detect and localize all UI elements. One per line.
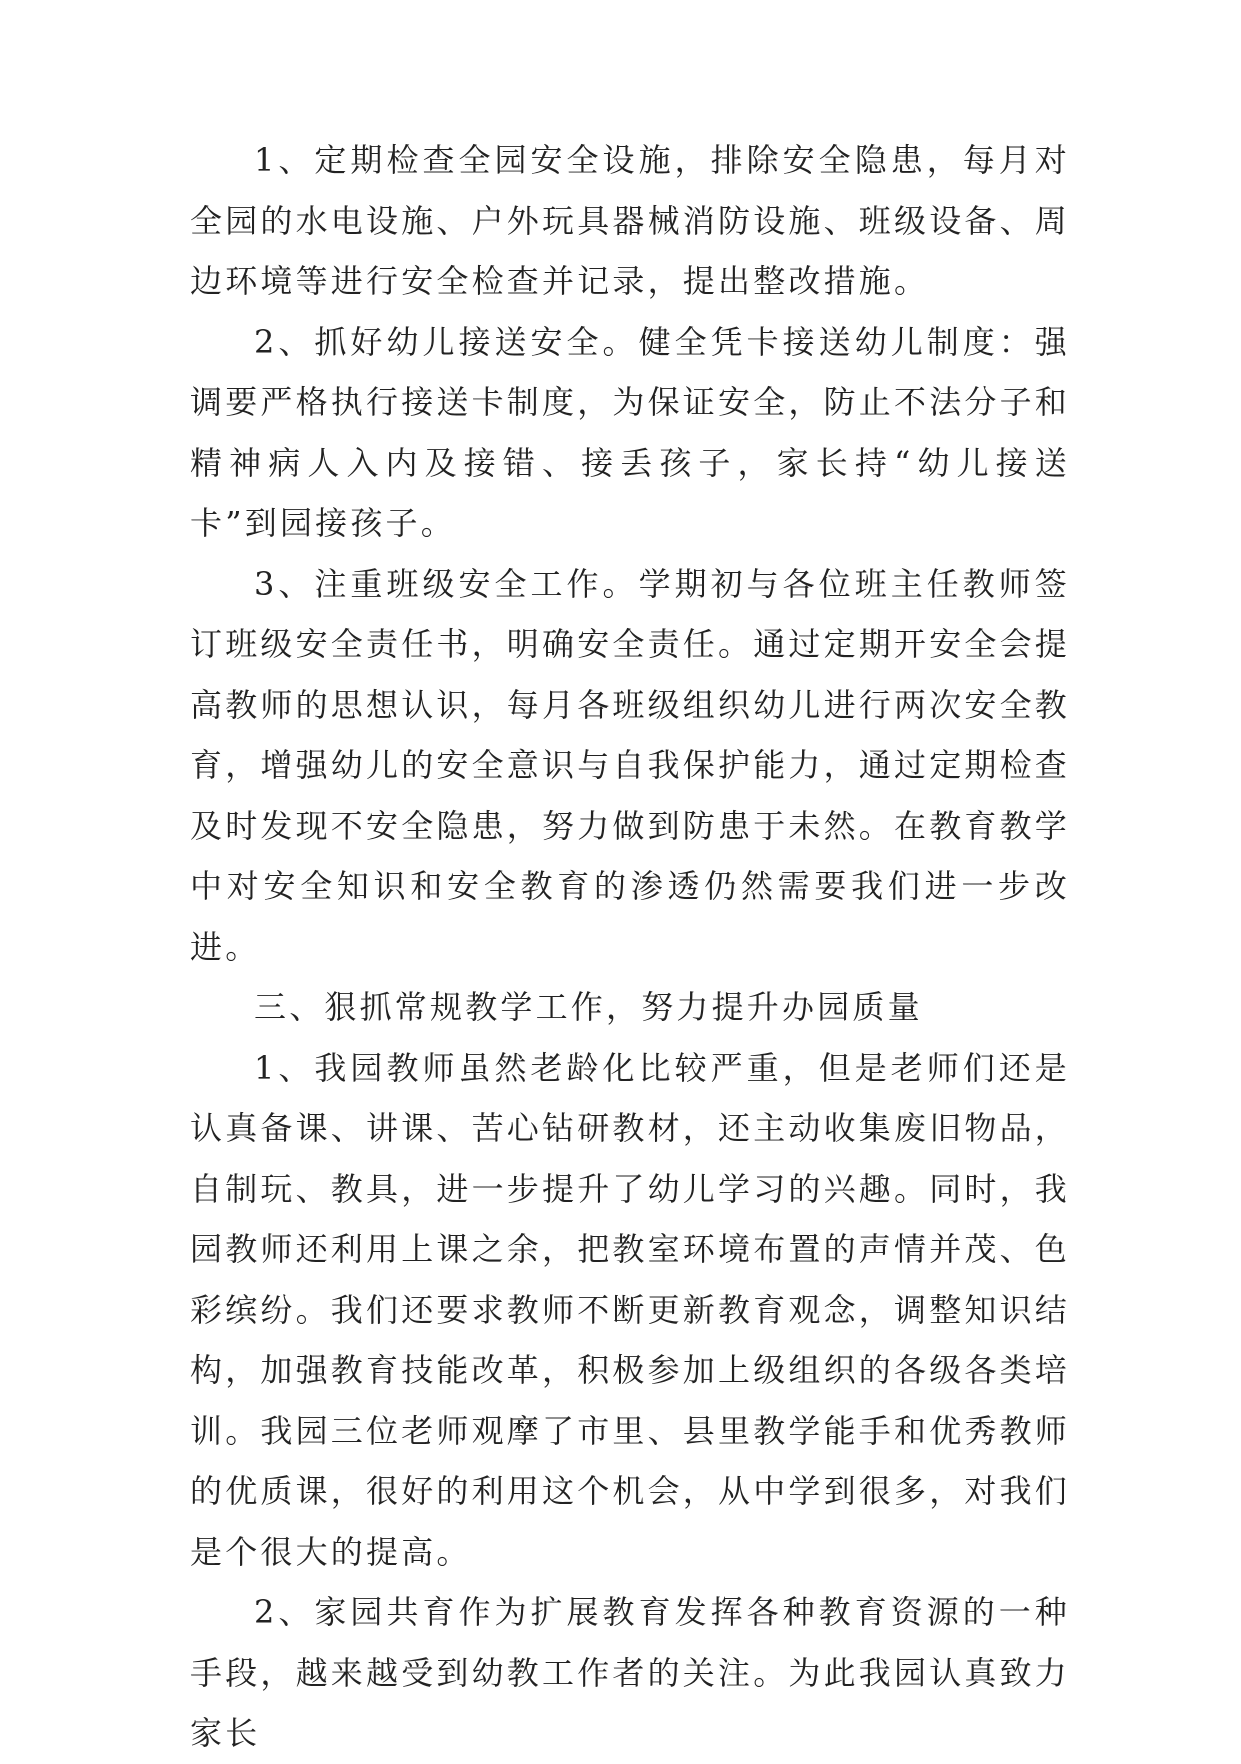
paragraph-pickup-safety: 2、抓好幼儿接送安全。健全凭卡接送幼儿制度：强调要严格执行接送卡制度，为保证安全，防止不法分子和精神病人入内及接错、接丢孩子，家长持“幼儿接送卡”到园接孩子。 — [190, 322, 1071, 542]
paragraph-safety-inspection: 1、定期检查全园安全设施，排除安全隐患，每月对全园的水电设施、户外玩具器械消防设施、班级设备、周边环境等进行安全检查并记录，提出整改措施。 — [190, 141, 1071, 300]
paragraph-teacher-preparation: 1、我园教师虽然老龄化比较严重，但是老师们还是认真备课、讲课、苦心钻研教材，还主动收集废旧物品，自制玩、教具，进一步提升了幼儿学习的兴趣。同时，我园教师还利用上课之余，把教室环境布置的声情并茂、色彩缤纷。我们还要求教师不断更新教育观念，调整知识结构，加强教育技能改革，积极参加上级组织的各级各类培训。我园三位老师观摩了市里、县里教学能手和优秀教师的优质课，很好的利用这个机会，从中学到很多，对我们是个很大的提高。 — [190, 1048, 1071, 1571]
paragraph-home-school-cooperation: 2、家园共育作为扩展教育发挥各种教育资源的一种手段，越来越受到幼教工作者的关注。为此我园认真致力家长 — [190, 1593, 1071, 1752]
paragraph-class-safety: 3、注重班级安全工作。学期初与各位班主任教师签订班级安全责任书，明确安全责任。通过定期开安全会提高教师的思想认识，每月各班级组织幼儿进行两次安全教育，增强幼儿的安全意识与自我保护能力，通过定期检查及时发现不安全隐患，努力做到防患于未然。在教育教学中对安全知识和安全教育的渗透仍然需要我们进一步改进。 — [190, 564, 1071, 966]
document-body — [190, 130, 1070, 1764]
section-heading-teaching: 三、狠抓常规教学工作，努力提升办园质量 — [254, 988, 923, 1026]
